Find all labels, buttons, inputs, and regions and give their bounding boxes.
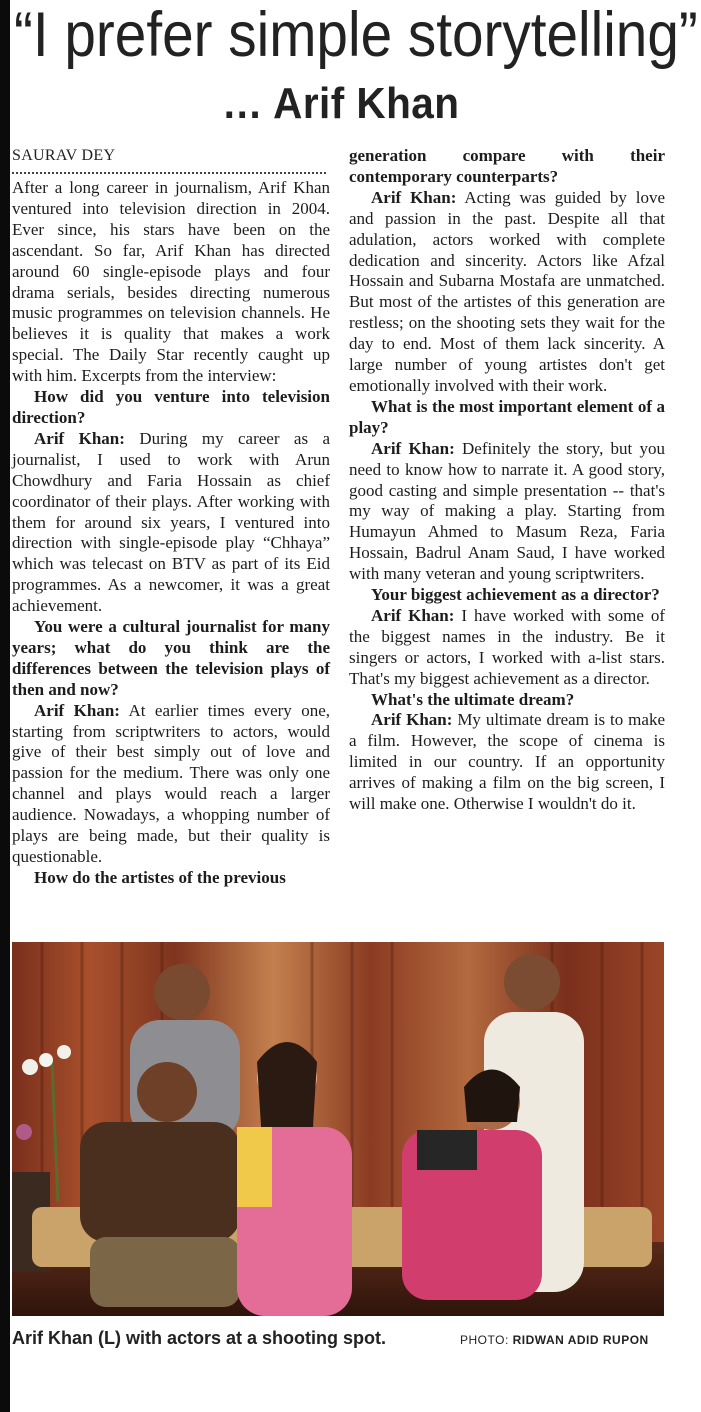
answer-1 (12, 429, 330, 617)
answer-5 (349, 606, 665, 690)
article-column-left (12, 146, 330, 889)
answer-3 (349, 188, 665, 397)
question-4: What is the most important element of a play? (349, 396, 665, 437)
answer-5-text: I have worked with some of the biggest names in the industry. Be it singers or actors, I worked with a-list stars. That's my biggest achievement as a director. (349, 605, 666, 688)
byline: SAURAV DEY (12, 147, 116, 164)
question-6: What's the ultimate dream? (371, 689, 575, 709)
intro-paragraph: After a long career in journalism, Arif Khan ventured into television direction in 2004. Ever since, his stars have been on the ascendant. So far, Arif Khan has directed around 60 single-episode plays and four drama serials, besides directing numerous music programmes on television channels. He believes it is quality that makes a work special. The Daily Star recently caught up with him. Excerpts from the interview: (12, 178, 330, 386)
article-column-right (349, 146, 665, 815)
answer-4-text: Definitely the story, but you need to know how to narrate it. A good story, good casting and simple presentation -- that's my way of making a play. Starting from Humayun Ahmed to Masum Reza, Faria Hossain, Badrul Anam Saud, I have worked with many veteran and young scriptwriters. (349, 438, 666, 584)
speaker-label: Arif Khan: (371, 710, 453, 730)
speaker-label: Arif Khan: (371, 438, 455, 458)
group-photo (12, 942, 664, 1316)
byline-divider (12, 172, 326, 174)
speaker-label: Arif Khan: (371, 187, 457, 207)
photo-credit-label: PHOTO: (460, 1333, 509, 1347)
question-1: How did you venture into television direction? (12, 387, 330, 427)
interviewee-name: … Arif Khan (222, 79, 460, 128)
question-3-end: generation compare with their contemporary counterparts? (349, 146, 665, 186)
answer-4 (349, 439, 665, 585)
question-3-start: How do the artistes of the previous (34, 867, 286, 887)
headline: “I prefer simple storytelling” (14, 0, 698, 70)
answer-2 (12, 701, 330, 868)
question-2: You were a cultural journalist for many years; what do you think are the differences between the television plays of then and now? (12, 617, 330, 699)
speaker-label: Arif Khan: (34, 428, 125, 448)
speaker-label: Arif Khan: (34, 700, 120, 720)
question-5: Your biggest achievement as a director? (371, 585, 660, 605)
answer-3-text: Acting was guided by love and passion in the past. Despite all that adulation, actors worked with complete dedication and sincerity. Actors like Afzal Hossain and Subarna Mostafa are unmatched. But most of the artistes of this generation are restless; on the shooting sets they wait for the day to end. Most of them lack sincerity. A large number of young artistes don't get emotionally involved with their work. (349, 187, 666, 395)
answer-6-text: My ultimate dream is to make a film. However, the scope of cinema is limited in our country. If an opportunity arrives of making a film on the big screen, I will make one. Otherwise I wouldn't do it. (349, 710, 665, 814)
answer-6 (349, 710, 665, 815)
photo-caption: Arif Khan (L) with actors at a shooting spot. (12, 1328, 387, 1348)
photo-credit (460, 1331, 668, 1349)
answer-2-text: At earlier times every one, starting from scriptwriters to actors, would give of their best simply out of love and passion for the medium. There was only one channel and plays would reach a larger audience. Nowadays, a whopping number of plays are being made, but their quality is questionable. (12, 700, 331, 866)
page-edge-bar (0, 0, 10, 1412)
answer-1-text: During my career as a journalist, I used to work with Arun Chowdhury and Faria Hossain as chief coordinator of their plays. After working with them for around six years, I ventured into direction with single-episode play “Chhaya” which was telecast on BTV as part of its Eid programmes. As a newcomer, it was a great achievement. (12, 428, 331, 616)
speaker-label: Arif Khan: (371, 605, 455, 625)
photo-credit-name: RIDWAN ADID RUPON (512, 1333, 649, 1347)
